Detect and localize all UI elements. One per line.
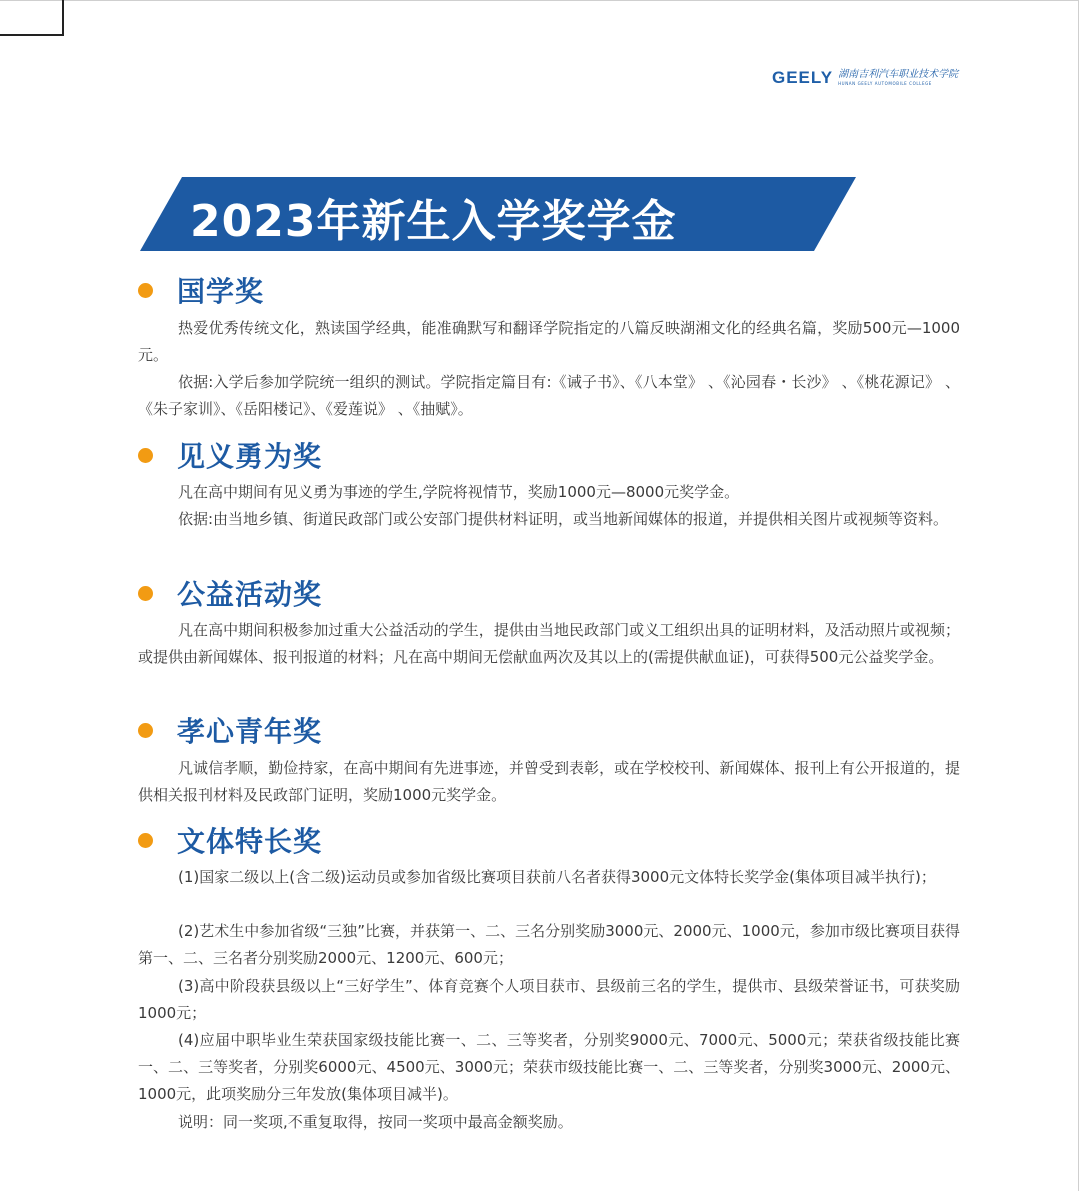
paragraph: 热爱优秀传统文化，熟读国学经典，能准确默写和翻译学院指定的八篇反映湖湘文化的经典名篇，奖励500元—1000元。: [138, 319, 960, 364]
section-title: 国学奖: [177, 275, 265, 308]
logo-college: [838, 70, 958, 86]
section-title: 孝心青年奖: [177, 715, 323, 748]
geely-logo: [772, 68, 958, 88]
paragraph: (3)高中阶段获县级以上“三好学生”、体育竞赛个人项目获市、县级前三名的学生，提供市、县级荣誉证书，可获奖励1000元；: [138, 977, 960, 1022]
bullet-dot: [138, 586, 153, 601]
section-heading-jianyi: [138, 435, 322, 475]
paragraph: (1)国家二级以上(含二级)运动员或参加省级比赛项目获前八名者获得3000元文体特长奖学金(集体项目减半执行)；: [178, 868, 936, 886]
bullet-dot: [138, 283, 153, 298]
paragraph: 凡诚信孝顺，勤俭持家，在高中期间有先进事迹，并曾受到表彰，或在学校校刊、新闻媒体、报刊上有公开报道的，提供相关报刊材料及民政部门证明，奖励1000元奖学金。: [138, 759, 960, 804]
title-banner: [140, 177, 856, 251]
section-heading-guoxue: [138, 270, 264, 310]
paragraph: (4)应届中职毕业生荣获国家级技能比赛一、二、三等奖者，分别奖9000元、7000元、5000元；荣获省级技能比赛一、二、三等奖者，分别奖6000元、4500元、3000元；荣获市级技能比赛一、二、三等奖者，分别奖3000元、2000元、1000元，此项奖励分三年发放(集体项目减半)。: [138, 1031, 960, 1103]
bullet-dot: [138, 723, 153, 738]
paragraph: (2)艺术生中参加省级“三独”比赛，并获第一、二、三名分别奖励3000元、2000元、1000元，参加市级比赛项目获得第一、二、三名者分别奖励2000元、1200元、600元；: [138, 922, 960, 967]
logo-college-cn: 湖南吉利汽车职业技术学院: [838, 69, 959, 80]
paragraph: 凡在高中期间积极参加过重大公益活动的学生，提供由当地民政部门或义工组织出具的证明材料，及活动照片或视频；或提供由新闻媒体、报刊报道的材料；凡在高中期间无偿献血两次及其以上的(需提供献血证)，可获得500元公益奖学金。: [138, 621, 960, 666]
page-title: 2023年新生入学奖学金: [190, 196, 677, 247]
corner-mark: [0, 0, 64, 36]
section-title: 见义勇为奖: [177, 440, 323, 473]
paragraph: 说明：同一奖项,不重复取得，按同一奖项中最高金额奖励。: [178, 1113, 573, 1131]
section-heading-gongyi: [138, 573, 322, 613]
section-heading-wenti: [138, 820, 322, 860]
section-title: 文体特长奖: [177, 825, 323, 858]
bullet-dot: [138, 448, 153, 463]
paragraph: 依据:入学后参加学院统一组织的测试。学院指定篇目有:《诫子书》、《八本堂》 、《沁园春・长沙》 、《桃花源记》 、《朱子家训》、《岳阳楼记》、《爱莲说》 、《抽赋》。: [138, 373, 960, 418]
paragraph: 凡在高中期间有见义勇为事迹的学生,学院将视情节，奖励1000元—8000元奖学金。: [178, 483, 740, 501]
logo-brand: GEELY: [772, 68, 834, 87]
section-heading-xiaoxin: [138, 710, 322, 750]
section-title: 公益活动奖: [177, 578, 323, 611]
logo-college-en: HUNAN GEELY AUTOMOBILE COLLEGE: [838, 81, 932, 86]
bullet-dot: [138, 833, 153, 848]
paragraph: 依据:由当地乡镇、街道民政部门或公安部门提供材料证明，或当地新闻媒体的报道，并提供相关图片或视频等资料。: [178, 510, 949, 528]
